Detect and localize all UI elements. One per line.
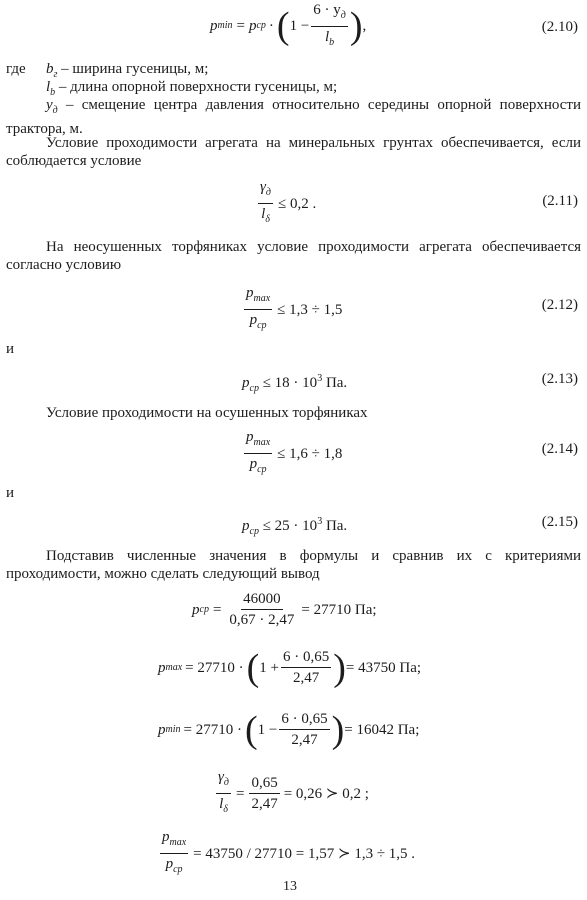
result: = 16042 Па; (344, 721, 420, 738)
operator: = 27710 · (185, 659, 244, 676)
denominator (217, 794, 230, 819)
fraction (258, 178, 273, 229)
result: = 27710 Па; (301, 601, 377, 618)
right-paren: ) (331, 708, 345, 751)
relation: ≤ 1,6 ÷ 1,8 (277, 445, 343, 462)
definition-text: – смещение центра давления относительно середины опорной поверхности трактора, м. (6, 97, 581, 137)
denominator: 2,47 (293, 670, 320, 686)
calculation-pressure-ratio (158, 828, 415, 879)
symbol: p (242, 375, 250, 391)
fraction (216, 768, 231, 819)
numerator-text: γ (260, 179, 266, 195)
subscript: ср (257, 320, 267, 331)
subscript: ср (257, 464, 267, 475)
denominator (259, 204, 272, 229)
subscript: г (53, 69, 58, 80)
left-paren: ( (244, 708, 258, 751)
fraction (160, 828, 188, 879)
symbol: p (242, 518, 250, 534)
relation: ≤ 18 · 10 (262, 375, 318, 391)
calculation-p-avg (192, 590, 377, 629)
subscript: max (169, 837, 187, 848)
fraction (244, 428, 272, 479)
unit: Па. (322, 518, 348, 534)
denominator: 2,47 (291, 732, 318, 748)
subscript: д (265, 187, 271, 198)
denominator (248, 454, 269, 479)
subscript: д (340, 9, 346, 21)
conjunction: и (6, 485, 15, 501)
denominator (248, 310, 269, 335)
subscript: max (253, 293, 271, 304)
calculation-ratio-check (214, 768, 369, 819)
paragraph: Подставив численные значения в формулы и сравнив их с критериями проходимости, можно сделать следующий вывод (6, 548, 581, 582)
subscript: b (329, 36, 335, 48)
result: = 0,26 ≻ 0,2 ; (283, 785, 369, 802)
equation-2-15 (242, 513, 347, 541)
subscript: д (52, 105, 58, 116)
fraction (244, 284, 272, 335)
subscript: ср (249, 526, 259, 537)
numerator-text: 6 · y (313, 1, 341, 18)
numerator (216, 768, 231, 794)
conjunction: и (6, 341, 15, 357)
denominator-text: p (249, 312, 258, 328)
denominator (164, 854, 185, 879)
subscript: max (165, 661, 183, 673)
fraction (279, 710, 329, 749)
subscript: ср (256, 20, 266, 31)
symbol: p (192, 601, 200, 618)
equation-2-14 (242, 428, 342, 479)
denominator-text: l (261, 206, 266, 222)
relation: ≤ 1,3 ÷ 1,5 (277, 301, 343, 318)
fraction (249, 774, 279, 813)
operator: = (236, 18, 245, 34)
denominator-text: l (324, 28, 330, 45)
subscript: ср (173, 864, 183, 875)
symbol: l (46, 79, 51, 95)
denominator-text: l (219, 796, 224, 812)
equation-2-12 (242, 284, 342, 335)
numerator: 46000 (241, 590, 283, 610)
expression: 1 − (257, 721, 278, 738)
operator: = (235, 785, 245, 802)
numerator-text: γ (218, 769, 224, 785)
relation: ≤ 25 · 10 (262, 518, 318, 534)
subscript: min (165, 723, 181, 735)
definition-text: – ширина гусеницы, м; (57, 61, 209, 77)
definition-line (6, 96, 581, 138)
result: = 43750 Па; (345, 659, 422, 676)
relation: ≤ 0,2 . (277, 195, 317, 212)
denominator (323, 27, 336, 52)
equation-number: (2.15) (541, 514, 578, 530)
expression: 1 − (289, 18, 310, 34)
denominator-text: p (165, 856, 174, 872)
symbol: b (46, 61, 54, 77)
denominator: 0,67 · 2,47 (229, 612, 295, 628)
numerator-text: p (162, 829, 170, 845)
numerator (244, 284, 272, 310)
numerator-text: p (246, 429, 254, 445)
right-paren: ) (349, 5, 363, 47)
subscript: b (50, 87, 56, 98)
equation-number: (2.11) (542, 193, 578, 209)
page-number: 13 (283, 879, 297, 894)
symbol: p (210, 18, 218, 34)
subscript: д (223, 777, 229, 788)
punctuation: , (362, 18, 367, 34)
paragraph: Условие проходимости агрегата на минеральных грунтах обеспечивается, если соблюдается условие (6, 135, 581, 169)
equation-number: (2.10) (541, 19, 578, 35)
fraction (227, 590, 296, 629)
paragraph: На неосушенных торфяниках условие проходимости агрегата обеспечивается согласно условию (6, 239, 581, 273)
fraction (281, 648, 331, 687)
subscript: ср (249, 383, 259, 394)
calculation-p-min (158, 710, 419, 749)
where-word: где (6, 61, 26, 77)
subscript: min (217, 20, 233, 31)
equation-number: (2.13) (541, 371, 578, 387)
operator: · (268, 18, 274, 34)
symbol: p (158, 659, 166, 676)
superscript: 3 (317, 516, 323, 527)
numerator: 0,65 (249, 774, 279, 794)
left-paren: ( (276, 5, 290, 47)
numerator (244, 428, 272, 454)
equation-2-10 (210, 1, 367, 48)
right-paren: ) (333, 646, 346, 689)
numerator (258, 178, 273, 204)
numerator: 6 · 0,65 (281, 648, 331, 668)
definition-text: – длина опорной поверхности гусеницы, м; (55, 79, 338, 95)
equation-2-13 (242, 370, 347, 398)
superscript: 3 (317, 373, 323, 384)
denominator-text: p (249, 456, 258, 472)
result: = 43750 / 27710 = 1,57 ≻ 1,3 ÷ 1,5 . (193, 845, 416, 862)
symbol: y (46, 97, 53, 113)
denominator: 2,47 (251, 796, 278, 812)
symbol: p (248, 18, 257, 34)
left-paren: ( (246, 646, 260, 689)
numerator-text: p (246, 285, 254, 301)
calculation-p-max (158, 648, 421, 687)
numerator (160, 828, 188, 854)
numerator: 6 · 0,65 (279, 710, 329, 730)
subscript: ср (199, 603, 209, 615)
subscript: max (253, 437, 271, 448)
equation-number: (2.12) (541, 297, 578, 313)
equation-2-11 (256, 178, 316, 229)
subscript: δ (223, 804, 228, 815)
subscript: δ (265, 214, 270, 225)
equation-number: (2.14) (541, 441, 578, 457)
operator: = (212, 601, 222, 618)
operator: = 27710 · (183, 721, 242, 738)
symbol: p (158, 721, 166, 738)
unit: Па. (322, 375, 348, 391)
paragraph: Условие проходимости на осушенных торфяниках (46, 405, 368, 421)
numerator (311, 1, 348, 27)
fraction (311, 1, 348, 52)
expression: 1 + (259, 659, 280, 676)
